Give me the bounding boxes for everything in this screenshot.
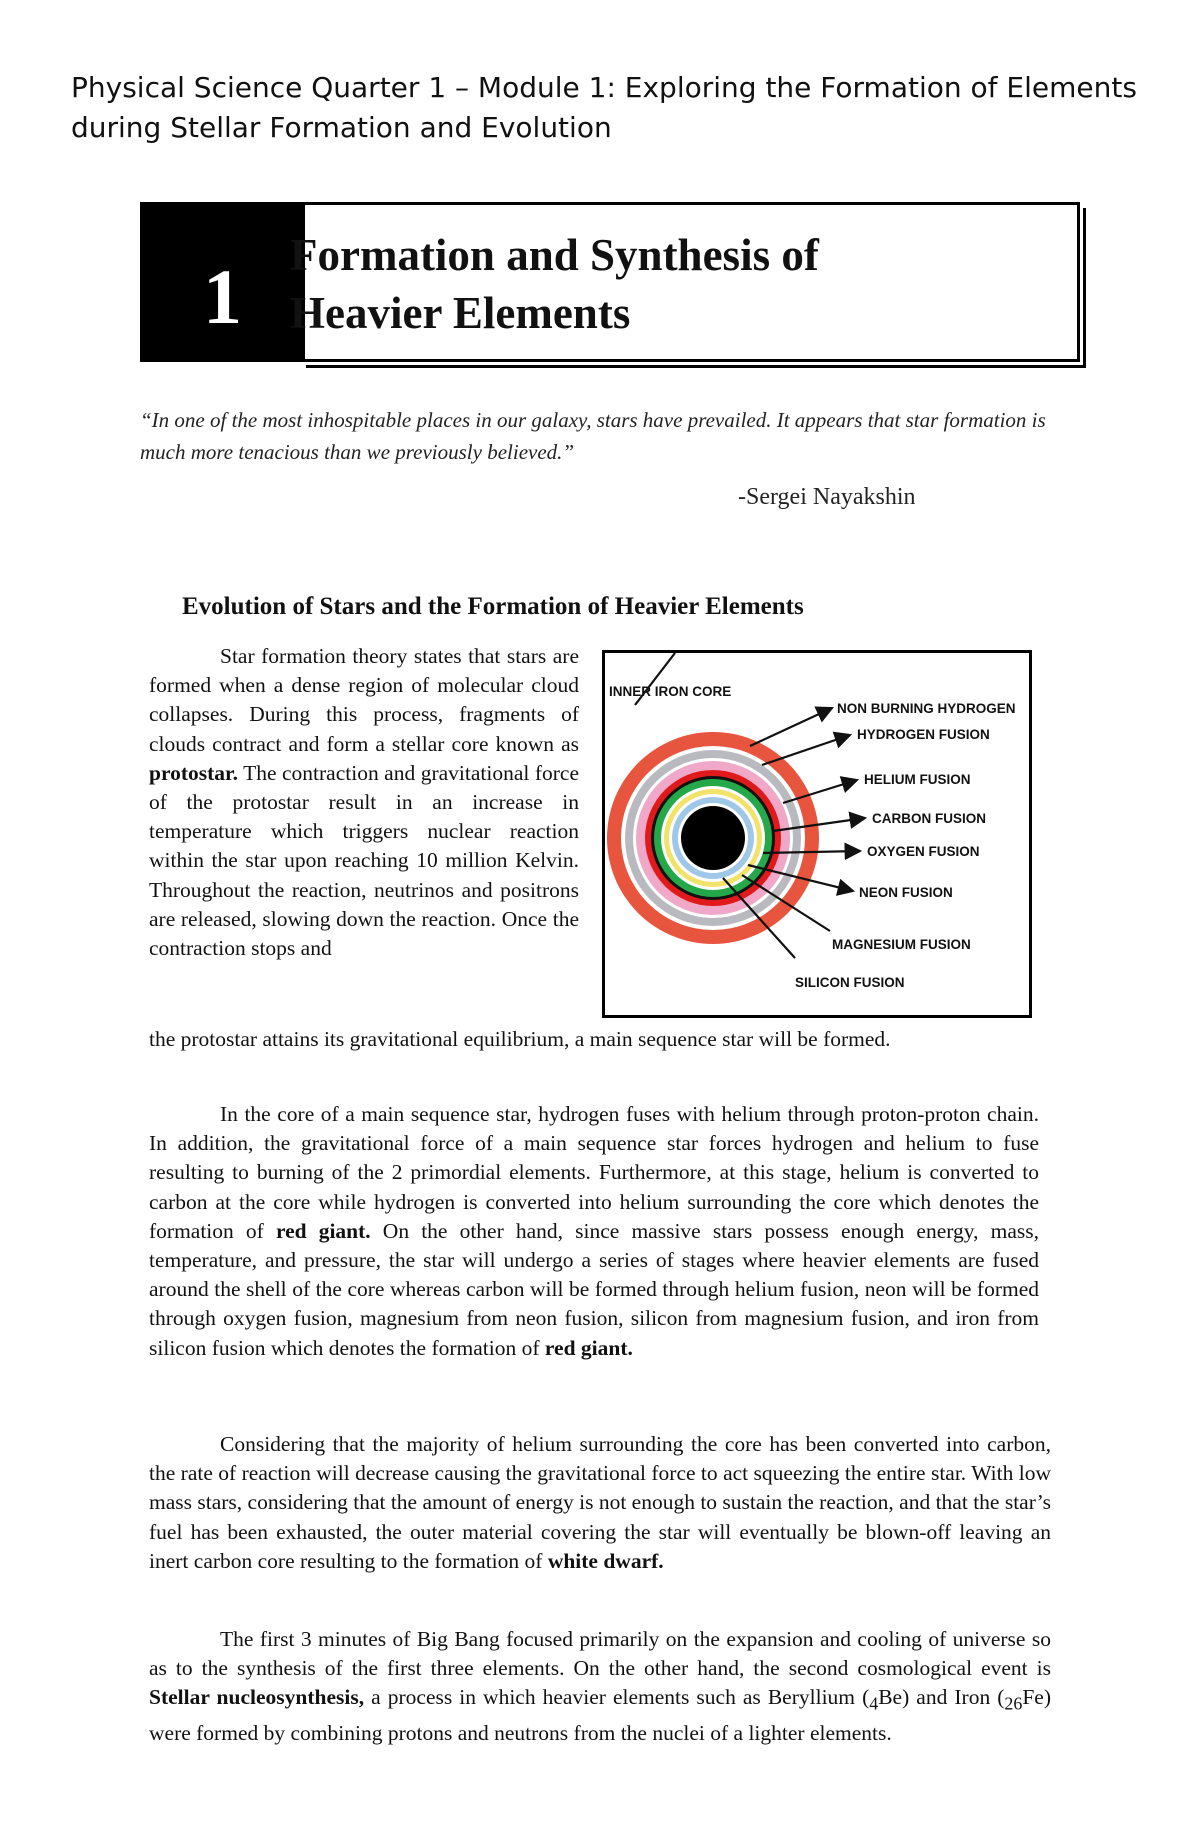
text-run: On the other hand, since massive stars possess enough energy, mass, temperature, and pressure, the star will undergo a series of stages where heavier elements are fused around the shell of the core whereas carbon will be formed through helium fusion, neon will be formed through oxygen fusion, magnesium from neon fusion, silicon from magnesium fusion, and iron from silicon fusion which denotes the formation of <box>149 1218 1039 1360</box>
text-run: Fe) were formed by combining protons and neutrons from the nuclei of a lighter elements. <box>149 1685 1051 1745</box>
text-run: Considering that the majority of helium surrounding the core has been converted into carbon, the rate of reaction will decrease causing the gravitational force to act squeezing the entire star. With low mass stars, considering that the amount of energy is not enough to sustain the reaction, and that the star’s fuel has been exhausted, the outer material covering the star will eventually be blown-off leaving an inert carbon core resulting to the formation of <box>149 1432 1052 1573</box>
label-inner-iron-core: INNER IRON CORE <box>609 684 732 699</box>
paragraph-white-dwarf <box>149 1430 1051 1576</box>
subscript: 4 <box>869 1693 879 1714</box>
text-run: Star formation theory states that stars are formed when a dense region of molecular cloud collapses. During this process, fragments of clouds contract and form a stellar core known as <box>149 644 579 756</box>
section-heading: Evolution of Stars and the Formation of Heavier Elements <box>182 593 804 620</box>
paragraph-star-formation-continued: the protostar attains its gravitational equilibrium, a main sequence star will be formed. <box>149 1027 891 1051</box>
term-protostar: protostar. <box>149 760 238 785</box>
label-non-burning-hydrogen: NON BURNING HYDROGEN <box>837 701 1016 716</box>
lesson-number: 1 <box>140 202 305 362</box>
label-oxygen-fusion: OXYGEN FUSION <box>867 844 980 859</box>
label-silicon-fusion: SILICON FUSION <box>795 975 905 990</box>
text-run: In the core of a main sequence star, hydrogen fuses with helium through proton-proton chain. In addition, the gravitational force of a main sequence star forces hydrogen and helium to fuse resulting to burning of the 2 primordial elements. Furthermore, at this stage, helium is converted to carbon at the core while hydrogen is converted into helium surrounding the core which denotes the formation of <box>149 1102 1039 1243</box>
label-carbon-fusion: CARBON FUSION <box>872 811 986 826</box>
pointer-non-burning-hydrogen <box>750 708 832 746</box>
lesson-title: Formation and Synthesis of Heavier Elements <box>290 230 819 338</box>
layer-iron-core <box>681 806 745 870</box>
label-magnesium-fusion: MAGNESIUM FUSION <box>832 937 971 952</box>
label-hydrogen-fusion: HYDROGEN FUSION <box>857 727 990 742</box>
quote-author: -Sergei Nayakshin <box>738 484 916 510</box>
text-run: Be) and Iron ( <box>878 1685 1005 1710</box>
term-red-giant: red giant. <box>275 1218 371 1243</box>
text-run: The first 3 minutes of Big Bang focused primarily on the expansion and cooling of universe so as to the synthesis of the first three elements. On the other hand, the second cosmological event is <box>149 1627 1051 1681</box>
text-run: The contraction and gravitational force of the protostar result in an increase in temperature which triggers nuclear reaction within the star upon reaching 10 million Kelvin. Throughout the reaction, neutrinos and positrons are released, slowing down the reaction. Once the contraction stops and <box>149 760 579 961</box>
term-stellar-nucleosynthesis: Stellar nucleosynthesis, <box>149 1685 365 1710</box>
module-header: Physical Science Quarter 1 – Module 1: Exploring the Formation of Elements during Stellar Formation and Evolution <box>71 71 1137 144</box>
label-neon-fusion: NEON FUSION <box>859 885 953 900</box>
pointer-hydrogen-fusion <box>762 735 850 765</box>
paragraph-nucleosynthesis <box>149 1625 1051 1748</box>
paragraph-main-sequence <box>149 1100 1039 1363</box>
star-layers-diagram <box>602 650 1032 1018</box>
term-white-dwarf: white dwarf. <box>547 1548 664 1573</box>
lesson-banner <box>140 202 1085 370</box>
term-red-giant: red giant. <box>544 1335 633 1360</box>
text-run: a process in which heavier elements such as Beryllium ( <box>364 1685 870 1710</box>
star-layers-svg <box>605 653 1029 1015</box>
subscript: 26 <box>1004 1693 1023 1714</box>
epigraph-quote: “In one of the most inhospitable places in our galaxy, stars have prevailed. It appears that star formation is much more tenacious than we previously believed.” <box>140 408 1046 464</box>
paragraph-star-formation <box>149 642 579 963</box>
label-helium-fusion: HELIUM FUSION <box>864 772 971 787</box>
